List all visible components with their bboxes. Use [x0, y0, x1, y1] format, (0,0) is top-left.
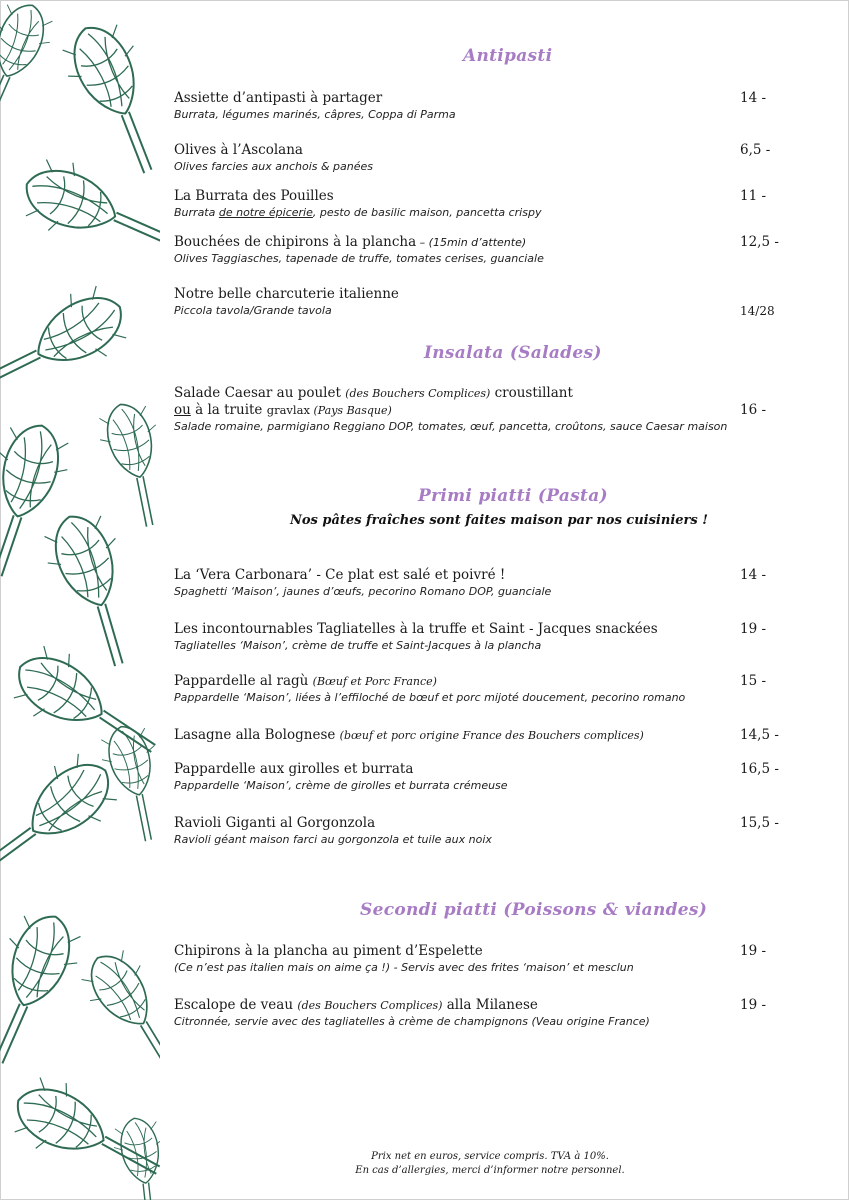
item-price: 11 -: [740, 188, 767, 204]
item-desc-underlined: de notre épicerie: [218, 206, 313, 219]
section-title-insalata: Insalata (Salades): [424, 343, 602, 363]
item-desc: Pappardelle ‘Maison’, crème de girolles et burrata crémeuse: [174, 779, 508, 792]
menu-item: [174, 943, 804, 975]
item-price: 6,5 -: [740, 142, 771, 158]
item-name-text: à la truite: [190, 402, 267, 418]
section-title-secondi: Secondi piatti (Poissons & viandes): [360, 900, 708, 920]
section-subtitle-primi: Nos pâtes fraîches sont faites maison par nos cuisiniers !: [290, 513, 708, 528]
footer-note: [190, 1150, 790, 1178]
item-note: (Bœuf et Porc France): [312, 675, 437, 688]
item-desc: Olives Taggiasches, tapenade de truffe, tomates cerises, guanciale: [174, 252, 544, 265]
item-name: Les incontournables Tagliatelles à la truffe et Saint - Jacques snackées: [174, 621, 658, 637]
footer-line: En cas d’allergies, merci d’informer notre personnel.: [355, 1165, 625, 1176]
item-name: [174, 997, 804, 1014]
item-name: [174, 385, 804, 402]
item-name-text: croustillant: [490, 385, 573, 401]
item-price: 15,5 -: [740, 815, 779, 831]
item-desc: Spaghetti ‘Maison’, jaunes d’œufs, pecorino Romano DOP, guanciale: [174, 585, 552, 598]
item-desc: Salade romaine, parmigiano Reggiano DOP, tomates, œuf, pancetta, croûtons, sauce Caesar maison: [174, 420, 728, 433]
menu-item: [174, 567, 804, 599]
menu-item: [174, 142, 804, 174]
item-desc: Tagliatelles ‘Maison’, crème de truffe et Saint-Jacques à la plancha: [174, 639, 542, 652]
section-title-antipasti: Antipasti: [463, 46, 553, 66]
item-name-text: Bouchées de chipirons à la plancha: [174, 234, 417, 250]
menu-item: [174, 727, 804, 744]
item-name-text: gravlax: [266, 403, 310, 417]
menu-item: [174, 997, 804, 1029]
item-price: 19 -: [740, 621, 767, 637]
menu-item: [174, 673, 804, 705]
item-name: La Burrata des Pouilles: [174, 188, 334, 204]
item-note: (bœuf et porc origine France des Bouchers complices): [339, 729, 644, 742]
menu-item: [174, 815, 804, 847]
item-price: 12,5 -: [740, 234, 779, 250]
item-desc: Ravioli géant maison farci au gorgonzola et tuile aux noix: [174, 833, 492, 846]
item-name: Assiette d’antipasti à partager: [174, 90, 383, 106]
item-name-text: alla Milanese: [442, 997, 538, 1013]
menu-item: [174, 761, 804, 793]
item-desc: Pappardelle ‘Maison’, liées à l’effiloché de bœuf et porc mijoté doucement, pecorino romano: [174, 691, 686, 704]
item-price: 16 -: [740, 402, 767, 418]
item-price: 19 -: [740, 997, 767, 1013]
item-name-text: Lasagne alla Bolognese: [174, 727, 340, 743]
item-price: 14 -: [740, 90, 767, 106]
item-price: 14,5 -: [740, 727, 779, 743]
section-title-primi: Primi piatti (Pasta): [418, 486, 608, 506]
item-desc: Piccola tavola/Grande tavola: [174, 304, 332, 317]
item-desc: Burrata, légumes marinés, câpres, Coppa di Parma: [174, 108, 456, 121]
item-desc-part: , pesto de basilic maison, pancetta crispy: [312, 206, 542, 219]
menu-item: [174, 234, 804, 266]
item-price: 15 -: [740, 673, 767, 689]
item-name: Notre belle charcuterie italienne: [174, 286, 399, 302]
menu-item: [174, 90, 804, 122]
item-name: [174, 673, 804, 690]
menu-item: [174, 188, 804, 220]
item-desc: Olives farcies aux anchois & panées: [174, 160, 374, 173]
item-price: 14/28: [740, 304, 775, 318]
item-price: 19 -: [740, 943, 767, 959]
item-name: [174, 727, 804, 744]
item-name-line2: [174, 402, 804, 419]
item-note: (Pays Basque): [309, 404, 392, 417]
item-price: 16,5 -: [740, 761, 779, 777]
item-name-underlined: ou: [174, 402, 191, 418]
item-name-text: Salade Caesar au poulet: [174, 385, 346, 401]
item-name-text: Pappardelle al ragù: [174, 673, 313, 689]
item-name: Olives à l’Ascolana: [174, 142, 303, 158]
item-desc: Citronnée, servie avec des tagliatelles à crème de champignons (Veau origine France): [174, 1015, 650, 1028]
item-name: [174, 234, 804, 251]
item-name: La ‘Vera Carbonara’ - Ce plat est salé et poivré !: [174, 567, 506, 583]
menu-item: [174, 621, 804, 653]
item-desc: (Ce n’est pas italien mais on aime ça !) - Servis avec des frites ‘maison’ et mesclun: [174, 961, 634, 974]
item-name: Ravioli Giganti al Gorgonzola: [174, 815, 376, 831]
item-price: 14 -: [740, 567, 767, 583]
artichoke-illustration-icon: [0, 0, 160, 1200]
item-note: – (15min d’attente): [416, 236, 527, 249]
menu-item: [174, 286, 804, 318]
item-name: Chipirons à la plancha au piment d’Espelette: [174, 943, 483, 959]
item-note: (des Bouchers Complices): [345, 387, 491, 400]
menu-item: [174, 385, 804, 434]
footer-line: Prix net en euros, service compris. TVA à 10%.: [371, 1151, 609, 1162]
item-desc-part: Burrata: [174, 206, 219, 219]
item-desc: [174, 205, 804, 220]
item-note: (des Bouchers Complices): [297, 999, 443, 1012]
item-name-text: Escalope de veau: [174, 997, 298, 1013]
item-name: Pappardelle aux girolles et burrata: [174, 761, 414, 777]
